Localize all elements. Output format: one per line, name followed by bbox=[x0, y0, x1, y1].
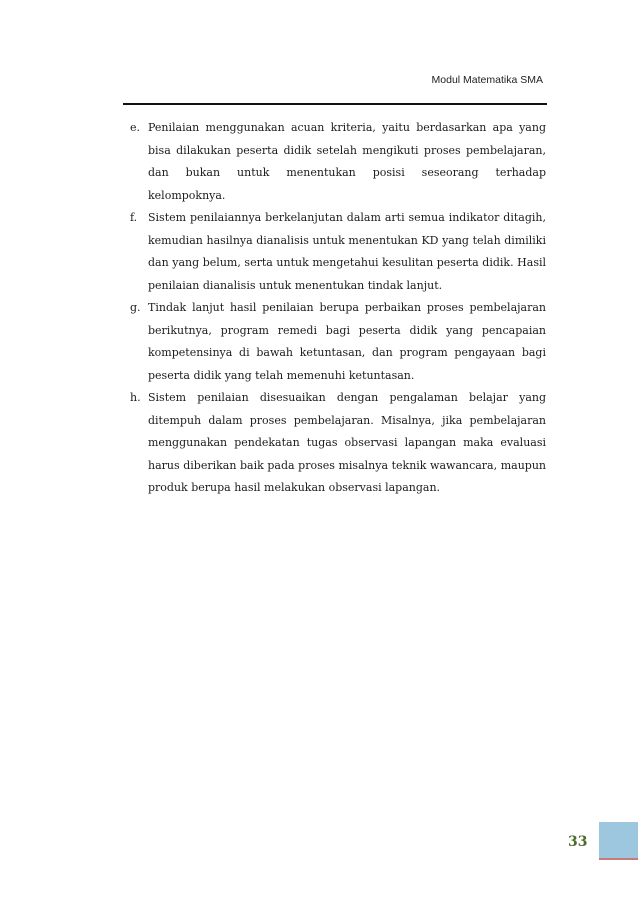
list-item-letter: e. bbox=[130, 121, 141, 134]
list-item-g bbox=[130, 297, 546, 387]
list-item-text: Sistem penilaian disesuaikan dengan pengalaman belajar yang ditempuh dalam proses pembelajaran. Misalnya, jika pembelajaran menggunakan pendekatan tugas observasi lapangan maka evaluasi harus diberikan baik pada proses misalnya teknik wawancara, maupun produk berupa hasil melakukan observasi lapangan. bbox=[148, 391, 546, 494]
list-item-text: Penilaian menggunakan acuan kriteria, yaitu berdasarkan apa yang bisa dilakukan peserta didik setelah mengikuti proses pembelajaran, dan bukan untuk menentukan posisi seseorang terhadap kelompoknya. bbox=[148, 121, 546, 202]
list-content bbox=[130, 117, 546, 500]
list-item-text: Sistem penilaiannya berkelanjutan dalam arti semua indikator ditagih, kemudian hasilnya dianalisis untuk menentukan KD yang telah dimiliki dan yang belum, serta untuk mengetahui kesulitan peserta didik. Hasil penilaian dianalisis untuk menentukan tindak lanjut. bbox=[148, 211, 546, 292]
list-item-e bbox=[130, 117, 546, 207]
list-item-f bbox=[130, 207, 546, 297]
list-item-h bbox=[130, 387, 546, 500]
page-tab bbox=[599, 822, 638, 858]
header-rule bbox=[123, 103, 547, 105]
list-item-letter: g. bbox=[130, 301, 141, 314]
list-item-letter: h. bbox=[130, 391, 141, 404]
page-number: 33 bbox=[568, 834, 588, 850]
page-tab-underline bbox=[599, 858, 638, 860]
list-item-letter: f. bbox=[130, 211, 138, 224]
running-header: Modul Matematika SMA bbox=[431, 74, 543, 86]
list-item-text: Tindak lanjut hasil penilaian berupa perbaikan proses pembelajaran berikutnya, program remedi bagi peserta didik yang pencapaian kompetensinya di bawah ketuntasan, dan program pengayaan bagi peserta didik yang telah memenuhi ketuntasan. bbox=[148, 301, 546, 382]
